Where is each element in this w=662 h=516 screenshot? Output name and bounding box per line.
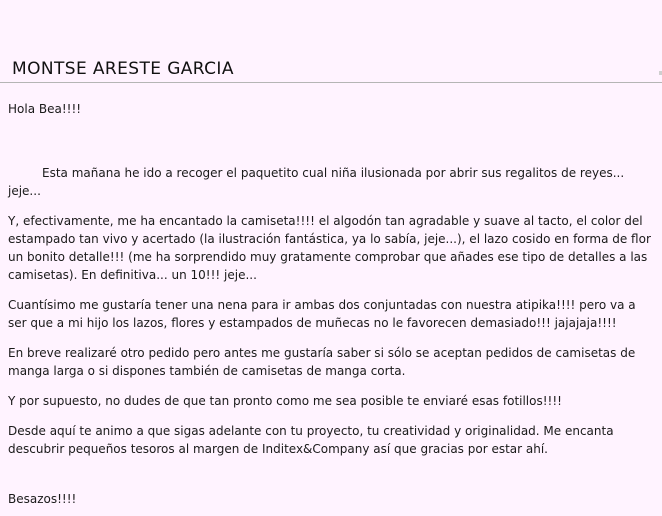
closing-text: Besazos!!!! xyxy=(8,492,77,506)
paragraph-3: Cuantísimo me gustaría tener una nena para ir ambas dos conjuntadas con nuestra atipika!!!! pero va a ser que a mi hijo los lazos, flores y estampados de muñecas no le favorecen demasiado!!! jajajaja!!!! xyxy=(8,298,636,330)
greeting-text: Hola Bea!!!! xyxy=(8,102,82,116)
paragraph-5: Y por supuesto, no dudes de que tan pronto como me sea posible te enviaré esas fotillos!!!! xyxy=(8,394,562,408)
letter-body xyxy=(8,100,656,508)
author-name-heading: MONTSE ARESTE GARCIA xyxy=(12,59,234,79)
paragraph-6: Desde aquí te animo a que sigas adelante con tu proyecto, tu creatividad y originalidad. Me encanta descubrir pequeños tesoros al margen de Inditex&Company así que gracias por estar ahí. xyxy=(8,424,614,456)
header-divider xyxy=(0,82,662,83)
paragraph-4: En breve realizaré otro pedido pero antes me gustaría saber si sólo se aceptan pedidos de camisetas de manga larga o si dispones también de camisetas de manga corta. xyxy=(8,346,636,378)
paragraph-2: Y, efectivamente, me ha encantado la camiseta!!!! el algodón tan agradable y suave al tacto, el color del estampado tan vivo y acertado (la ilustración fantástica, ya lo sabía, jeje...), el lazo cosido en forma de flor un bonito detalle!!! (me ha sorprendido muy gratamente comprobar que añades ese tipo de detalles a las camisetas). En definitiva... un 10!!! jeje... xyxy=(8,214,651,282)
paragraph-1: Esta mañana he ido a recoger el paquetito cual niña ilusionada por abrir sus regalitos de reyes... jeje... xyxy=(8,166,625,198)
